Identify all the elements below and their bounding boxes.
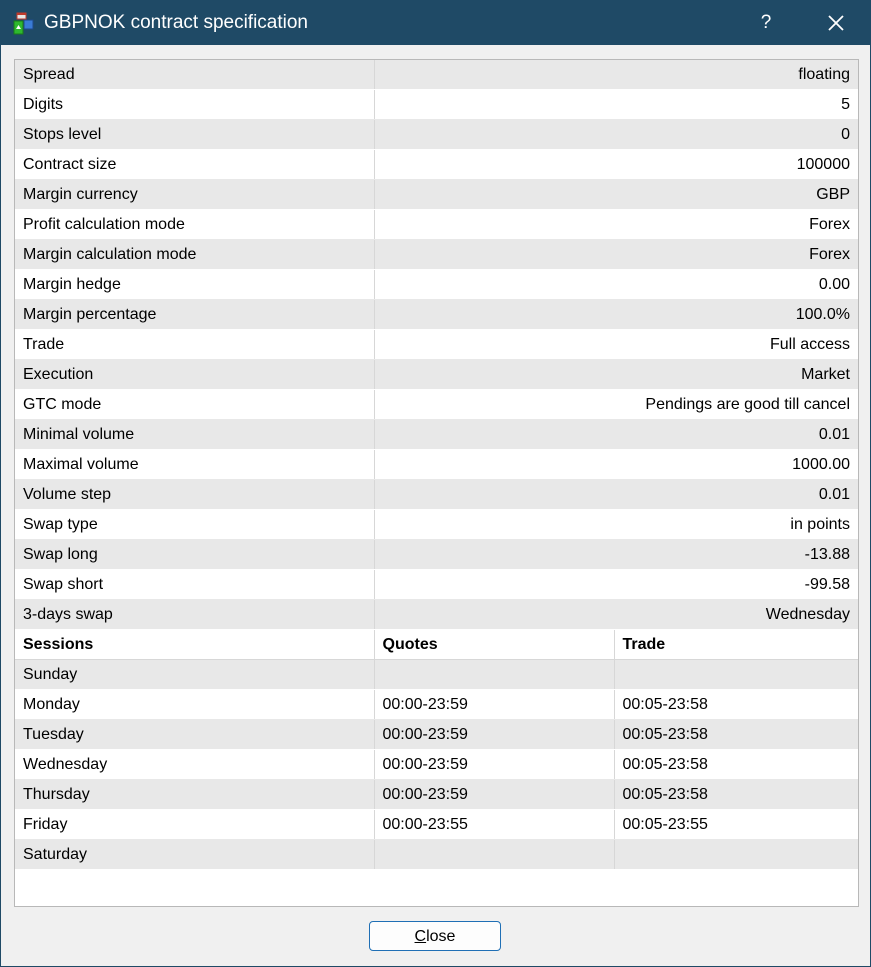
spec-row[interactable]	[15, 420, 858, 450]
spec-value: 0	[374, 120, 858, 150]
spec-row[interactable]	[15, 360, 858, 390]
close-button-label: Close	[414, 928, 456, 945]
session-trade: 00:05-23:58	[614, 720, 858, 750]
spec-label: Digits	[15, 90, 374, 120]
sessions-header-quotes: Quotes	[374, 630, 614, 660]
spec-value: Wednesday	[374, 600, 858, 630]
spec-value: -99.58	[374, 570, 858, 600]
spec-label: Trade	[15, 330, 374, 360]
session-day: Saturday	[15, 840, 374, 870]
spec-label: Maximal volume	[15, 450, 374, 480]
session-quotes: 00:00-23:59	[374, 720, 614, 750]
spec-value: Forex	[374, 240, 858, 270]
spec-row[interactable]	[15, 480, 858, 510]
spec-label: Spread	[15, 60, 374, 90]
session-day: Tuesday	[15, 720, 374, 750]
spec-row[interactable]	[15, 330, 858, 360]
session-row[interactable]	[15, 780, 858, 810]
spec-row[interactable]	[15, 570, 858, 600]
sessions-header-trade: Trade	[614, 630, 858, 660]
window-close-button[interactable]	[817, 7, 855, 39]
spec-row[interactable]	[15, 390, 858, 420]
session-quotes: 00:00-23:59	[374, 690, 614, 720]
spec-label: Minimal volume	[15, 420, 374, 450]
spec-value: GBP	[374, 180, 858, 210]
spec-row[interactable]	[15, 120, 858, 150]
spec-label: 3-days swap	[15, 600, 374, 630]
spec-row[interactable]	[15, 540, 858, 570]
session-row[interactable]	[15, 840, 858, 870]
session-row[interactable]	[15, 690, 858, 720]
spec-row[interactable]	[15, 510, 858, 540]
sessions-header-row	[15, 630, 858, 660]
session-trade: 00:05-23:55	[614, 810, 858, 840]
session-trade: 00:05-23:58	[614, 750, 858, 780]
spec-label: Swap short	[15, 570, 374, 600]
spec-value: 1000.00	[374, 450, 858, 480]
session-day: Sunday	[15, 660, 374, 690]
spec-row[interactable]	[15, 270, 858, 300]
close-button[interactable]	[369, 921, 501, 951]
spec-value: in points	[374, 510, 858, 540]
spec-row[interactable]	[15, 150, 858, 180]
spec-value: 0.00	[374, 270, 858, 300]
spec-row[interactable]	[15, 240, 858, 270]
specification-panel[interactable]	[14, 59, 859, 907]
spec-label: Margin currency	[15, 180, 374, 210]
session-day: Monday	[15, 690, 374, 720]
spec-value: floating	[374, 60, 858, 90]
session-quotes: 00:00-23:59	[374, 750, 614, 780]
sessions-header-day: Sessions	[15, 630, 374, 660]
spec-value: Market	[374, 360, 858, 390]
spec-label: Margin hedge	[15, 270, 374, 300]
spec-row[interactable]	[15, 180, 858, 210]
spec-label: GTC mode	[15, 390, 374, 420]
spec-value: 100000	[374, 150, 858, 180]
spec-value: Pendings are good till cancel	[374, 390, 858, 420]
spec-row[interactable]	[15, 600, 858, 630]
close-icon	[827, 14, 845, 32]
session-row[interactable]	[15, 810, 858, 840]
spec-row[interactable]	[15, 90, 858, 120]
session-day: Friday	[15, 810, 374, 840]
spec-value: Forex	[374, 210, 858, 240]
spec-value: -13.88	[374, 540, 858, 570]
spec-row[interactable]	[15, 300, 858, 330]
spec-value: 100.0%	[374, 300, 858, 330]
session-quotes	[374, 840, 614, 870]
spec-label: Stops level	[15, 120, 374, 150]
session-row[interactable]	[15, 750, 858, 780]
spec-label: Contract size	[15, 150, 374, 180]
help-button[interactable]: ?	[760, 12, 772, 33]
spec-label: Margin calculation mode	[15, 240, 374, 270]
session-row[interactable]	[15, 720, 858, 750]
spec-row[interactable]	[15, 210, 858, 240]
session-trade	[614, 840, 858, 870]
spec-label: Profit calculation mode	[15, 210, 374, 240]
spec-label: Volume step	[15, 480, 374, 510]
spec-row[interactable]	[15, 450, 858, 480]
specification-table	[15, 60, 858, 870]
title-bar[interactable]	[1, 1, 870, 45]
session-day: Thursday	[15, 780, 374, 810]
session-trade: 00:05-23:58	[614, 690, 858, 720]
spec-value: 5	[374, 90, 858, 120]
spec-row[interactable]	[15, 60, 858, 90]
window-title: GBPNOK contract specification	[44, 12, 308, 33]
session-quotes: 00:00-23:55	[374, 810, 614, 840]
spec-value: 0.01	[374, 420, 858, 450]
spec-value: Full access	[374, 330, 858, 360]
session-quotes: 00:00-23:59	[374, 780, 614, 810]
app-icon	[12, 12, 36, 36]
session-day: Wednesday	[15, 750, 374, 780]
spec-label: Margin percentage	[15, 300, 374, 330]
spec-value: 0.01	[374, 480, 858, 510]
session-trade: 00:05-23:58	[614, 780, 858, 810]
spec-label: Swap long	[15, 540, 374, 570]
spec-label: Swap type	[15, 510, 374, 540]
session-trade	[614, 660, 858, 690]
session-quotes	[374, 660, 614, 690]
spec-label: Execution	[15, 360, 374, 390]
session-row[interactable]	[15, 660, 858, 690]
